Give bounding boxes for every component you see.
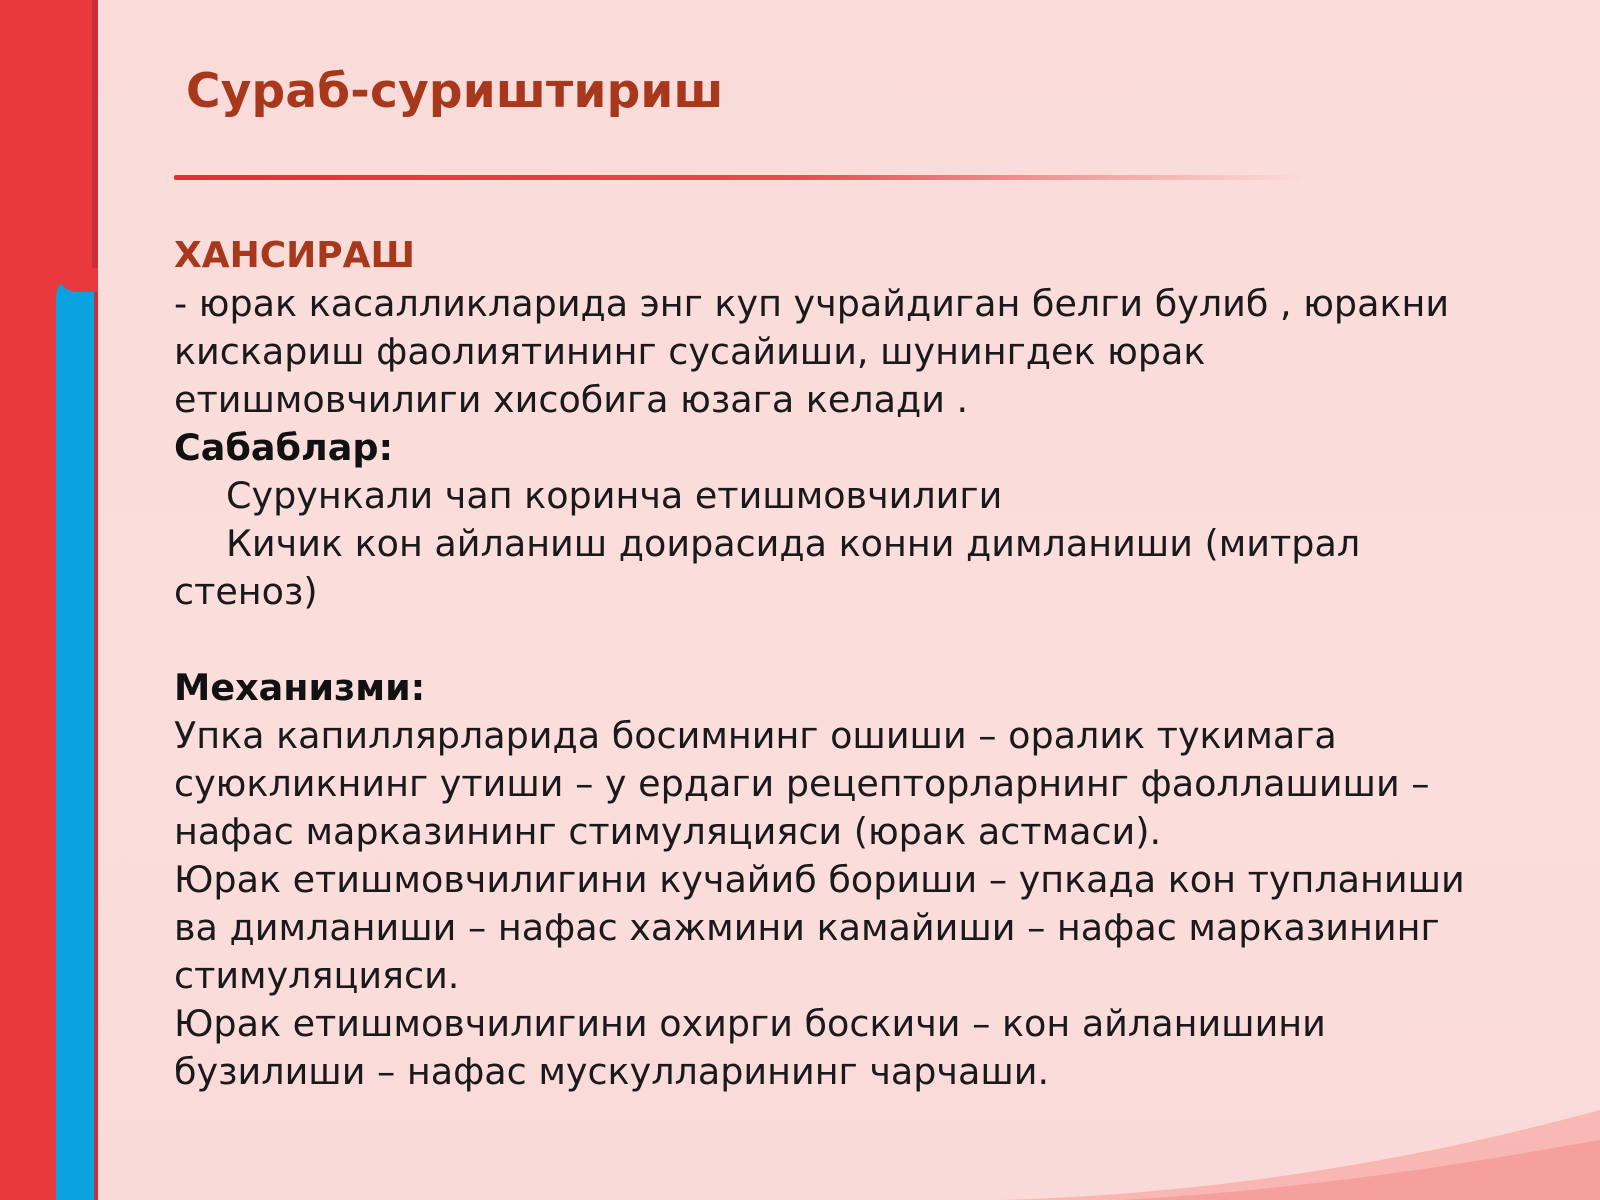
- spacer: [174, 616, 1504, 664]
- cause-item: [174, 520, 1504, 616]
- definition-text: - юрак касалликларида энг куп учрайдиган белги булиб , юракни кискариш фаолиятининг сусайиши, шунингдек юрак етишмовчилиги хисобига юзага келади .: [174, 282, 1450, 421]
- left-blue-bar: [56, 272, 94, 1200]
- causes-label: Сабаблар:: [174, 426, 394, 469]
- cause-item: Сурункали чап коринча етишмовчилиги: [226, 474, 1003, 517]
- title-divider: [174, 175, 1304, 180]
- mechanism-item: Юрак етишмовчилигини охирги боскичи – кон айланишини бузилиши – нафас мускулларининг чарчаши.: [174, 1002, 1326, 1093]
- mechanism-label: Механизми:: [174, 666, 426, 709]
- cause-item-text: Кичик кон айланиш доирасида конни димланиши (митрал стеноз): [174, 522, 1361, 613]
- mechanism-item: Юрак етишмовчилигини кучайиб бориши – упкада кон тупланиши ва димланиши – нафас хажмини камайиши – нафас марказининг стимуляцияси.: [174, 858, 1465, 997]
- slide-body: [174, 232, 1504, 1096]
- section-heading: ХАНСИРАШ: [174, 235, 416, 276]
- slide-title: Сураб-суриштириш: [186, 64, 724, 119]
- mechanism-item: Упка капиллярларида босимнинг ошиши – оралик тукимага суюкликнинг утиши – у ердаги рецепторларнинг фаоллашиши – нафас марказининг стимуляцияси (юрак астмаси).: [174, 714, 1430, 853]
